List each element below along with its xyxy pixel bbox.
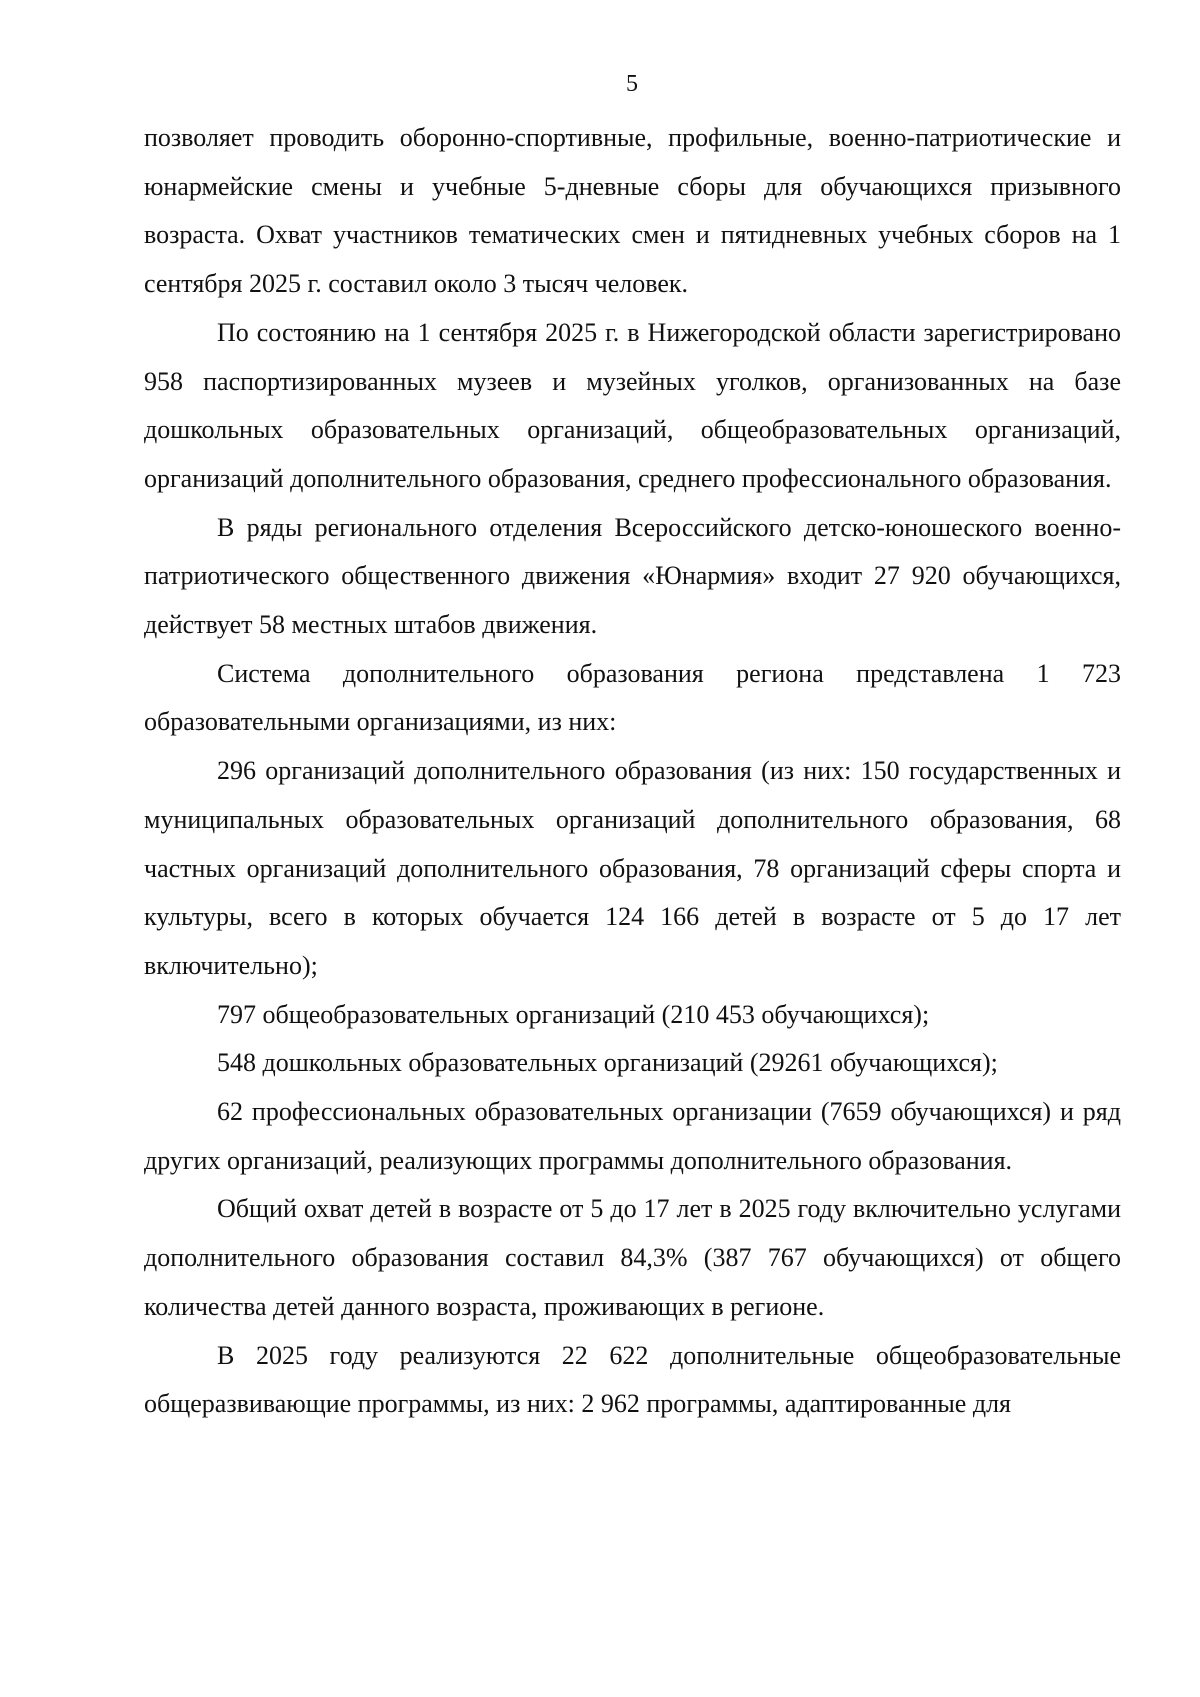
paragraph-yunarmiya: В ряды регионального отделения Всероссийского детско-юношеского военно-патриотического общественного движения «Юнармия» входит 27 920 обучающихся, действует 58 местных штабов движения. <box>144 512 1121 640</box>
paragraph-coverage: Общий охват детей в возрасте от 5 до 17 лет в 2025 году включительно услугами дополнительного образования составил 84,3% (387 767 обучающихся) от общего количества детей данного возраста, проживающих в регионе. <box>144 1194 1121 1321</box>
page-number: 5 <box>626 71 638 97</box>
list-item-general-education-organizations: 797 общеобразовательных организаций (210 453 обучающихся); <box>217 999 930 1029</box>
list-item-preschool-organizations: 548 дошкольных образовательных организаций (29261 обучающихся); <box>217 1048 998 1078</box>
document-body <box>144 114 1121 1429</box>
paragraph-museums: По состоянию на 1 сентября 2025 г. в Нижегородской области зарегистрировано 958 паспортизированных музеев и музейных уголков, организованных на базе дошкольных образовательных организаций, общеобразовательных организаций, организаций дополнительного образования, среднего профессионального образования. <box>144 317 1121 493</box>
paragraph-additional-education-system: Система дополнительного образования региона представлена 1 723 образовательными организациями, из них: <box>144 658 1121 737</box>
paragraph-programs: В 2025 году реализуются 22 622 дополнительные общеобразовательные общеразвивающие программы, из них: 2 962 программы, адаптированные для <box>144 1340 1121 1419</box>
list-item-professional-organizations: 62 профессиональных образовательных организации (7659 обучающихся) и ряд других организаций, реализующих программы дополнительного образования. <box>144 1097 1121 1175</box>
paragraph-youth-camps: позволяет проводить оборонно-спортивные, профильные, военно-патриотические и юнармейские смены и учебные 5-дневные сборы для обучающихся призывного возраста. Охват участников тематических смен и пятидневных учебных сборов на 1 сентября 2025 г. составил около 3 тысяч человек. <box>144 123 1121 299</box>
list-item-additional-education-organizations: 296 организаций дополнительного образования (из них: 150 государственных и муниципальных образовательных организаций дополнительного образования, 68 частных организаций дополнительного образования, 78 организаций сферы спорта и культуры, всего в которых обучается 124 166 детей в возрасте от 5 до 17 лет включительно); <box>144 756 1121 980</box>
